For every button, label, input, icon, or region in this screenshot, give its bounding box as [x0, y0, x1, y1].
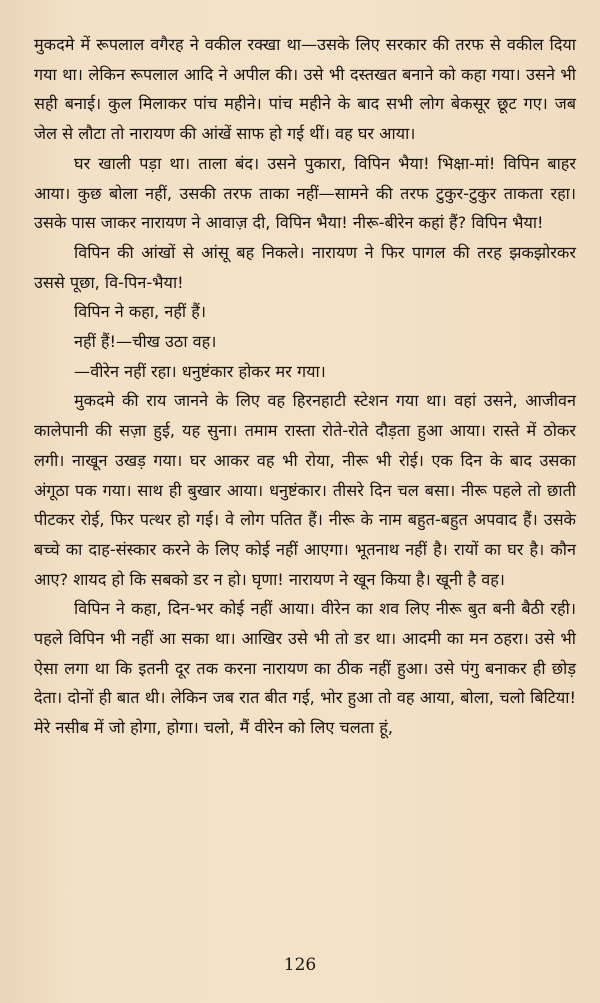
paragraph: नहीं हैं!—चीख उठा वह।: [74, 332, 217, 352]
paragraph: मुकदमे में रूपलाल वगैरह ने वकील रक्खा था—उसके लिए सरकार की तरफ से वकील दिया गया था। लेकिन रूपलाल आदि ने अपील की। उसे भी दस्तखत बनाने को कहा गया। उसने भी सही बनाई। कुल मिलाकर पांच महीने। पांच महीने के बाद सभी लोग बेकसूर छूट गए। जब जेल से लौटा तो नारायण की आंखें साफ हो गई थीं। वह घर आया।: [34, 35, 576, 144]
page-number: 126: [283, 955, 317, 975]
paragraph: विपिन की आंखों से आंसू बह निकले। नारायण ने फिर पागल की तरह झकझोरकर उससे पूछा, वि-पिन-भैया!: [34, 242, 576, 292]
paragraph: विपिन ने कहा, नहीं हैं।: [74, 302, 206, 322]
paragraph: घर खाली पड़ा था। ताला बंद। उसने पुकारा, विपिन भैया! भिक्षा-मां! विपिन बाहर आया। कुछ बोला नहीं, उसकी तरफ ताका नहीं—सामने की तरफ टुकुर-टुकुर ताकता रहा। उसके पास जाकर नारायण ने आवाज़ दी, विपिन भैया! नीरू-बीरेन कहां हैं? विपिन भैया!: [34, 153, 576, 233]
paragraph: मुकदमे की राय जानने के लिए वह हिरनहाटी स्टेशन गया था। वहां उसने, आजीवन कालेपानी की सज़ा हुई, यह सुना। तमाम रास्ता रोते-रोते दौड़ता हुआ आया। रास्ते में ठोकर लगी। नाखून उखड़ गया। घर आकर वह भी रोया, नीरू भी रोई। एक दिन के बाद उसका अंगूठा पक गया। साथ ही बुखार आया। धनुष्टंकार। तीसरे दिन चल बसा। नीरू पहले तो छाती पीटकर रोई, फिर पत्थर हो गई। वे लोग पतित हैं। नीरू के नाम बहुत-बहुत अपवाद हैं। उसके बच्चे का दाह-संस्कार करने के लिए कोई नहीं आएगा। भूतनाथ नहीं है। रायों का घर है। कौन आए? शायद हो कि सबको डर न हो। घृणा! नारायण ने खून किया है। खूनी है वह।: [34, 391, 576, 589]
body-text: [34, 30, 576, 743]
paragraph: विपिन ने कहा, दिन-भर कोई नहीं आया। वीरेन का शव लिए नीरू बुत बनी बैठी रही। पहले विपिन भी नहीं आ सका था। आखिर उसे भी तो डर था। आदमी का मन ठहरा। उसे भी ऐसा लगा था कि इतनी दूर तक करना नारायण का ठीक नहीं हुआ। उसे पंगु बनाकर ही छोड़ देता। दोनों ही बात थी। लेकिन जब रात बीत गई, भोर हुआ तो वह आया, बोला, चलो बिटिया! मेरे नसीब में जो होगा, होगा। चलो, मैं वीरेन को लिए चलता हूं,: [34, 599, 576, 738]
paragraph: —वीरेन नहीं रहा। धनुष्टंकार होकर मर गया।: [74, 361, 326, 381]
